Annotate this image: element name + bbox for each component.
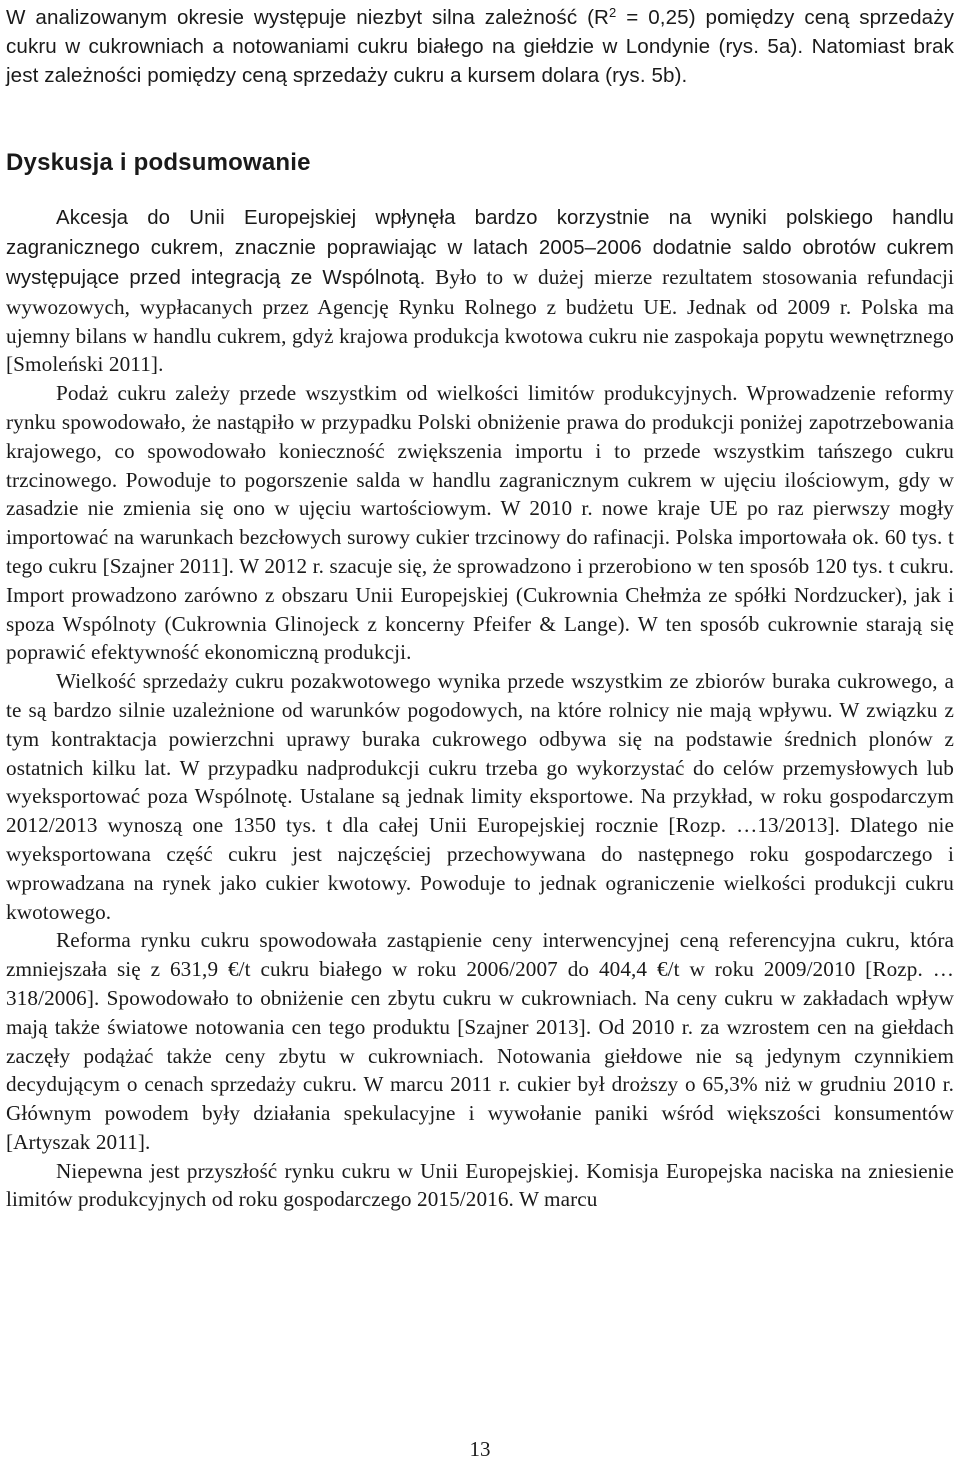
intro-text-part2: = 0,25) pomiędzy ceną sprzedaży cukru w cukrowniach a notowaniami cukru białego na giełdzie w Londynie (rys. 5a). Natomiast brak jest zależności pomiędzy ceną sprzedaży cukru a kursem dolara (rys. 5b).: [6, 6, 954, 87]
section-heading: Dyskusja i podsumowanie: [6, 149, 311, 177]
page-number: 13: [469, 1437, 491, 1461]
intro-paragraph: [6, 4, 954, 90]
paragraph-market-reform: Reforma rynku cukru spowodowała zastąpienie ceny interwencyjnej ceną referencyjna cukru, która zmniejszała się z 631,9 €/t cukru białego w roku 2006/2007 do 404,4 €/t w roku 2009/2010 [Rozp. … 318/2006]. Spowodowało to obniżenie cen zbytu cukru w cukrowniach. Na ceny cukru w zakładach wpływ mają także światowe notowania cen tego produktu [Szajner 2013]. Od 2010 r. za wzrostem cen na giełdach zaczęły podążać także ceny zbytu w cukrowniach. Notowania giełdowe nie są jedynym czynnikiem decydującym o cenach sprzedaży cukru. W marcu 2011 r. cukier był droższy o 65,3% niż w grudniu 2010 r. Głównym powodem były działania spekulacyjne i wywołanie paniki wśród większości konsumentów [Artyszak 2011].: [6, 928, 954, 1154]
paragraph-nonquota-sales: Wielkość sprzedaży cukru pozakwotowego wynika przede wszystkim ze zbiorów buraka cukrowego, a te są bardzo silnie uzależnione od warunków pogodowych, na które rolnicy nie mają wpływu. W związku z tym kontraktacja powierzchni uprawy buraka cukrowego odbywa się na podstawie średnich plonów z ostatnich kilku lat. W przypadku nadprodukcji cukru trzeba go wykorzystać do celów przemysłowych lub wyeksportować poza Wspólnotę. Ustalane są jednak limity eksportowe. Na przykład, w roku gospodarczym 2012/2013 wynoszą one 1350 tys. t dla całej Unii Europejskiej rocznie [Rozp. …13/2013]. Dlatego nie wyeksportowana część cukru jest najczęściej przechowywana do następnego roku gospodarczego i wprowadzana na rynek jako cukier kwotowy. Powoduje to jednak ograniczenie wielkości produkcji cukru kwotowego.: [6, 669, 954, 924]
intro-text-part1: W analizowanym okresie występuje niezbyt silna zależność (R: [6, 6, 610, 29]
paragraph-supply: Podaż cukru zależy przede wszystkim od wielkości limitów produkcyjnych. Wprowadzenie reformy rynku spowodowało, że nastąpiło w przypadku Polski obniżenie prawa do produkcji poniżej zapotrzebowania krajowego, co spowodowało konieczność zwiększenia importu i to przede wszystkim tańszego cukru trzcinowego. Powoduje to pogorszenie salda w handlu zagranicznym cukrem w ujęciu ilościowym, gdy w zasadzie nie zmienia się ono w ujęciu wartościowym. W 2010 r. nowe kraje UE po raz pierwszy mogły importować na warunkach bezcłowych surowy cukier trzcinowy do rafinacji. Polska importowała ok. 60 tys. t tego cukru [Szajner 2011]. W 2012 r. szacuje się, że sprowadzono i przerobiono w ten sposób 120 tys. t cukru. Import prowadzono zarówno z obszaru Unii Europejskiej (Cukrownia Chełmża ze spółki Nordzucker), jak i spoza Wspólnoty (Cukrownia Glinojeck z koncerny Pfeifer & Lange). W ten sposób cukrownie starają się poprawić efektywność ekonomiczną produkcji.: [6, 381, 954, 665]
paragraph-accession: [6, 203, 954, 379]
paragraph-accession-serif-text: Było to w dużej mierze rezultatem stosowania refundacji wywozowych, wypłacanych przez Agencję Rynku Rolnego z budżetu UE. Jednak od 2009 r. Polska ma ujemny bilans w handlu cukrem, gdyż krajowa produkcja kwotowa cukru nie zaspokaja popytu wewnętrznego [Smoleński 2011].: [6, 264, 955, 377]
paragraph-accession-sans-text: Akcesja do Unii Europejskiej wpłynęła bardzo korzystnie na wyniki polskiego handlu zagranicznego cukrem, znacznie poprawiając w latach 2005–2006 dodatnie saldo obrotów cukrem występujące przed integracją ze Wspólnotą.: [6, 207, 954, 289]
r-squared-superscript: 2: [609, 5, 617, 20]
paragraph-future: Niepewna jest przyszłość rynku cukru w Unii Europejskiej. Komisja Europejska naciska na zniesienie limitów produkcyjnych od roku gospodarczego 2015/2016. W marcu: [6, 1158, 954, 1212]
document-page: [6, 4, 954, 1214]
